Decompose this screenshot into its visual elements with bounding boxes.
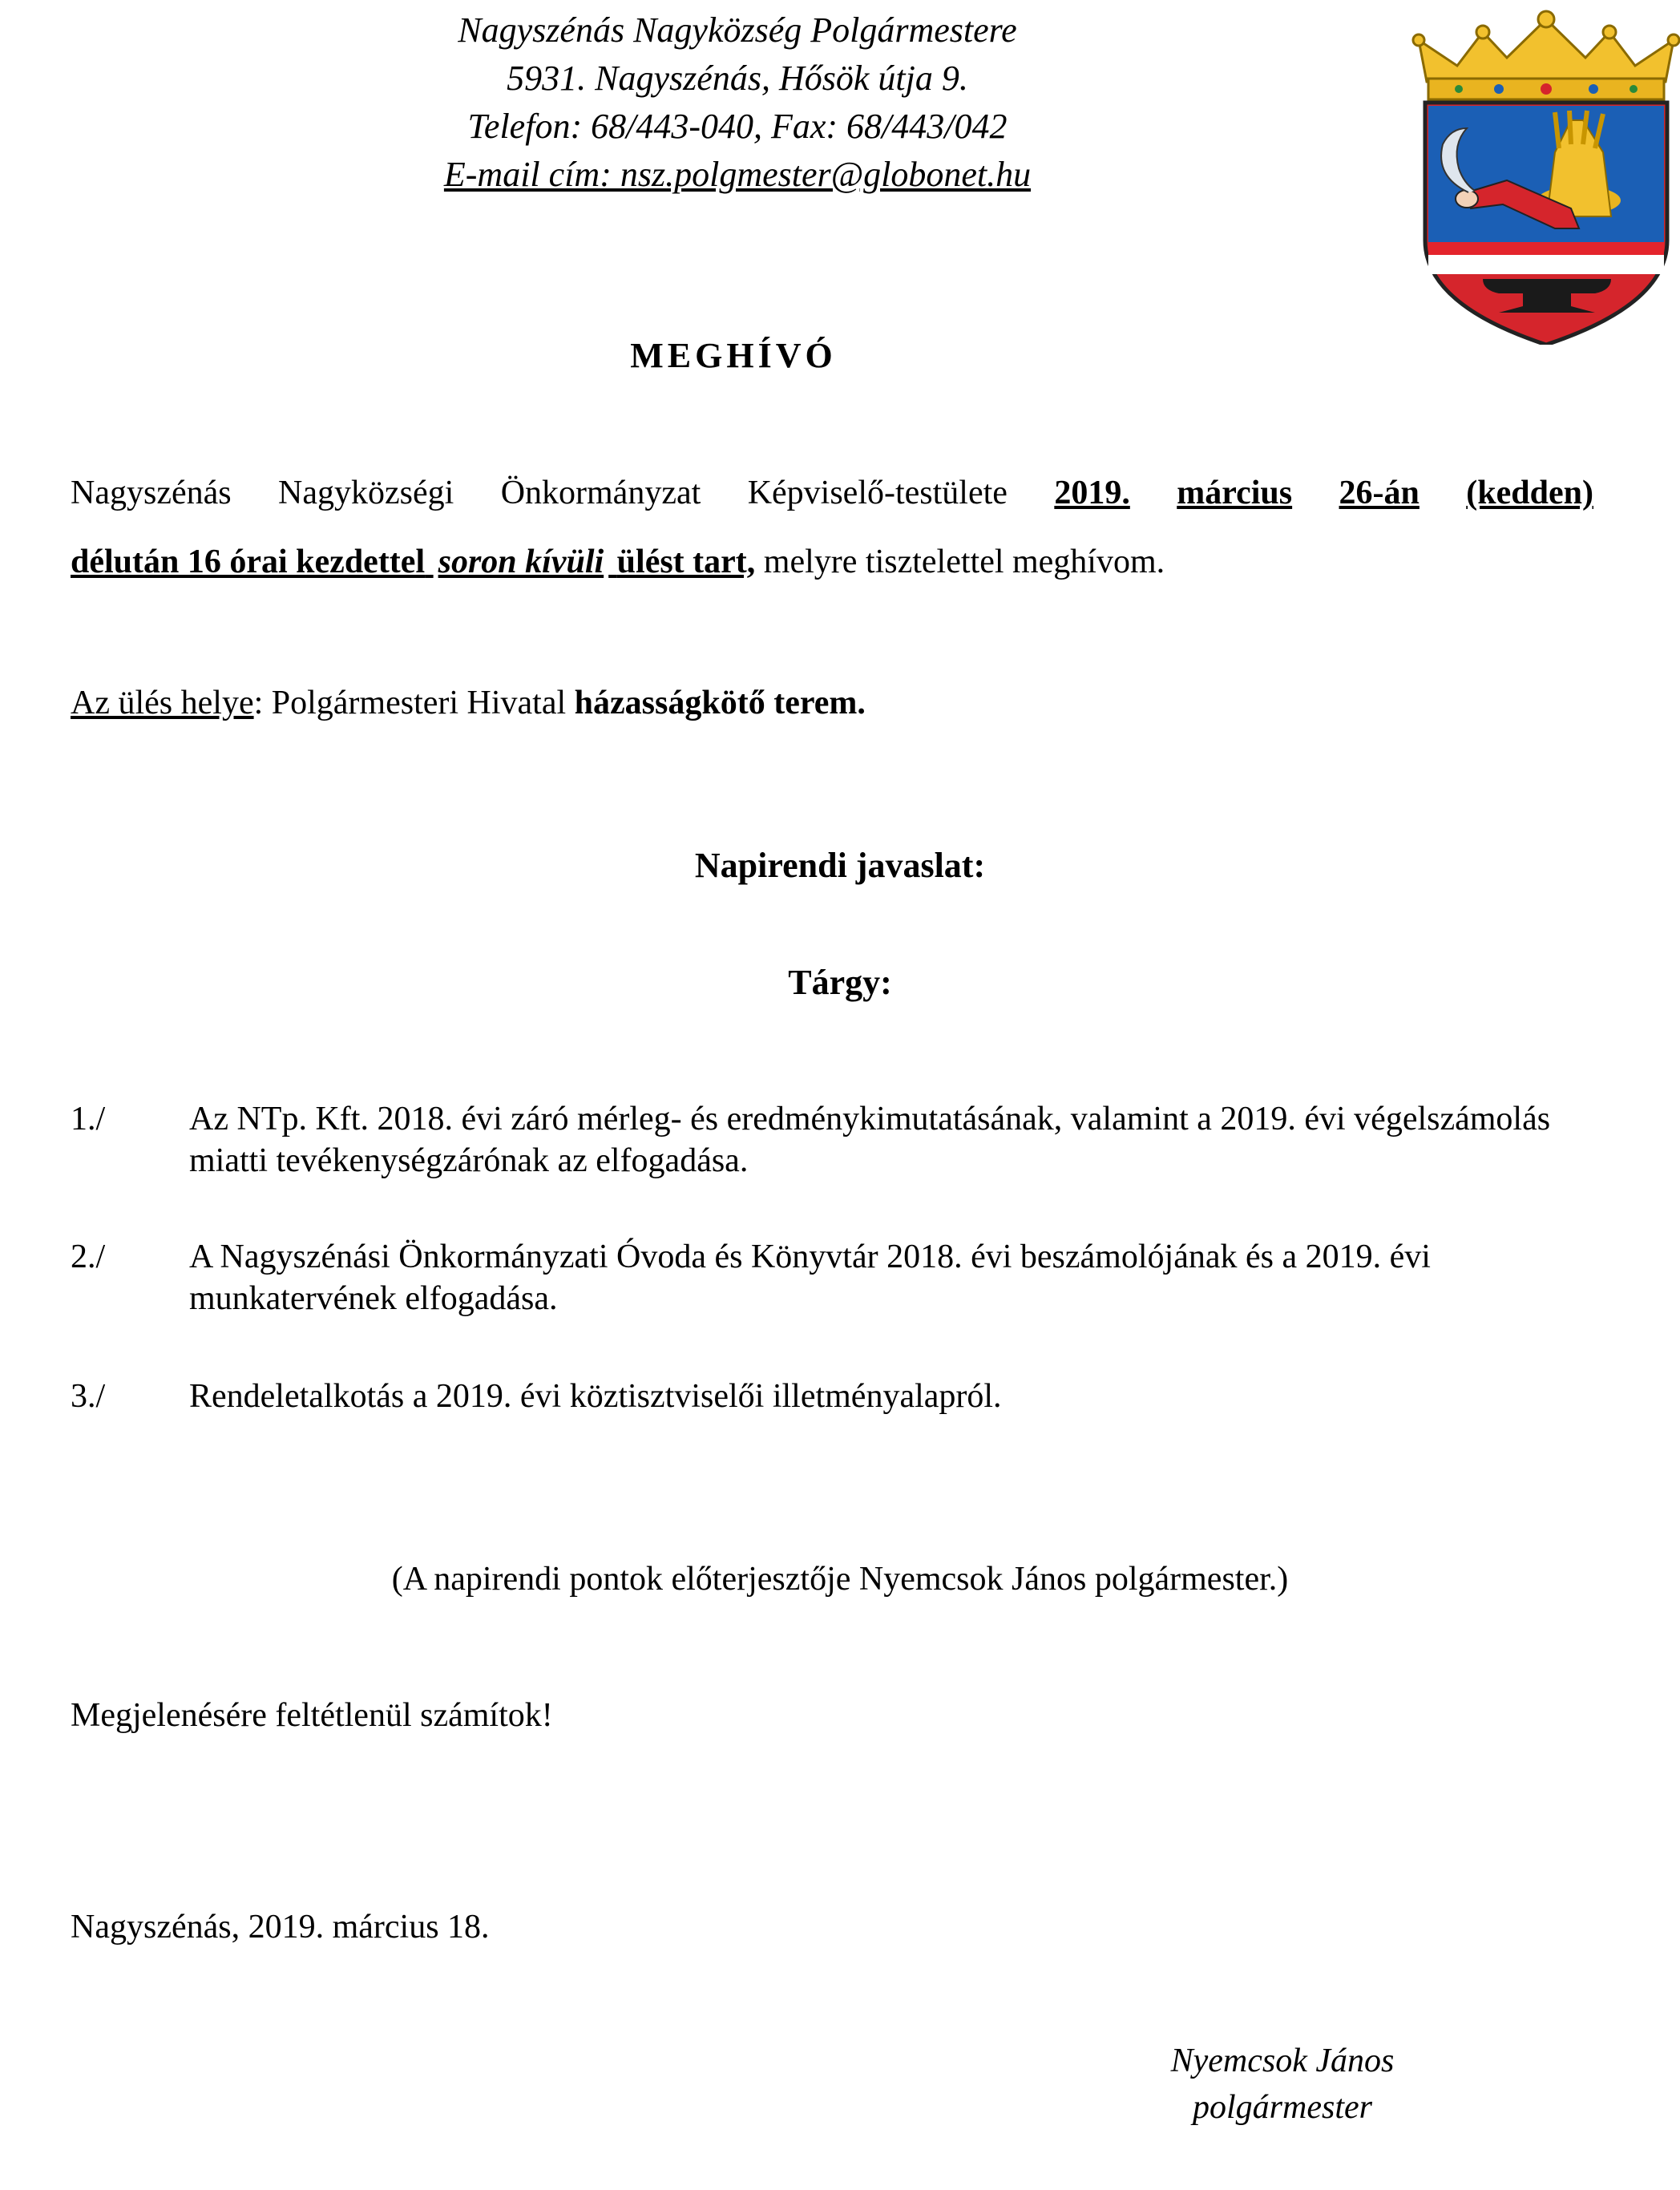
- invitation-line-2: [71, 527, 1593, 596]
- closing-sentence: Megjelenésére feltétlenül számítok!: [71, 1697, 553, 1734]
- meeting-type: soron kívüli: [438, 543, 604, 580]
- text-fragment: Nagyközségi: [278, 475, 454, 511]
- text-fragment: Önkormányzat: [500, 475, 701, 511]
- meeting-weekday: (kedden): [1466, 475, 1593, 511]
- date-line: Nagyszénás, 2019. március 18.: [71, 1909, 490, 1946]
- agenda-item: [71, 1236, 1642, 1324]
- agenda-item-text: A Nagyszénási Önkormányzati Óvoda és Könyvtár 2018. évi beszámolójának és a 2019. évi munkatervének elfogadása.: [189, 1238, 1431, 1317]
- invitation-closing: melyre tisztelettel meghívom.: [755, 543, 1165, 580]
- letterhead-phone-fax: Telefon: 68/443-040, Fax: 68/443/042: [467, 107, 1008, 146]
- signature-block: [1106, 2038, 1459, 2131]
- meeting-month: március: [1177, 475, 1293, 511]
- letterhead-address: 5931. Nagyszénás, Hősök útja 9.: [507, 59, 968, 98]
- meeting-time: délután 16 órai kezdettel: [71, 543, 426, 580]
- meeting-place-office: : Polgármesteri Hivatal: [253, 685, 575, 721]
- invitation-paragraph: [71, 459, 1593, 596]
- document-title: MEGHÍVÓ: [630, 336, 837, 375]
- agenda-item-text: Rendeletalkotás a 2019. évi köztisztviselői illetményalapról.: [189, 1378, 1002, 1415]
- invitation-line-1: [71, 459, 1593, 527]
- letterhead-office: Nagyszénás Nagyközség Polgármestere: [458, 10, 1017, 50]
- agenda-item: [71, 1376, 1642, 1424]
- meeting-day: 26-án: [1339, 475, 1420, 511]
- letterhead-email: E-mail cím: nsz.polgmester@globonet.hu: [443, 155, 1032, 194]
- subject-heading: Tárgy:: [788, 963, 892, 1002]
- meeting-year: 2019.: [1054, 475, 1130, 511]
- meeting-place-label: Az ülés helye: [71, 685, 254, 721]
- agenda-item-number: 2./: [71, 1238, 106, 1275]
- agenda-heading: Napirendi javaslat:: [694, 846, 986, 885]
- agenda-item-number: 1./: [71, 1101, 106, 1137]
- signatory-name: Nyemcsok János: [1170, 2043, 1395, 2079]
- text-fragment: Nagyszénás: [71, 475, 232, 511]
- meeting-place-room: házasságkötő terem.: [574, 685, 866, 721]
- agenda-item-number: 3./: [71, 1378, 106, 1415]
- agenda-item-text: Az NTp. Kft. 2018. évi záró mérleg- és eredménykimutatásának, valamint a 2019. évi végelszámolás miatti tevékenységzárónak az elfogadása.: [189, 1101, 1551, 1179]
- coat-of-arms-icon: [1411, 8, 1680, 345]
- meeting-action: ülést tart,: [616, 543, 756, 580]
- crown-icon: [1413, 11, 1679, 99]
- letterhead: [0, 6, 1475, 199]
- meeting-place: [71, 684, 866, 722]
- agenda-item: [71, 1098, 1642, 1186]
- presenter-note: (A napirendi pontok előterjesztője Nyemcsok János polgármester.): [391, 1561, 1289, 1598]
- text-fragment: Képviselő-testülete: [747, 475, 1008, 511]
- signatory-title: polgármester: [1193, 2089, 1372, 2126]
